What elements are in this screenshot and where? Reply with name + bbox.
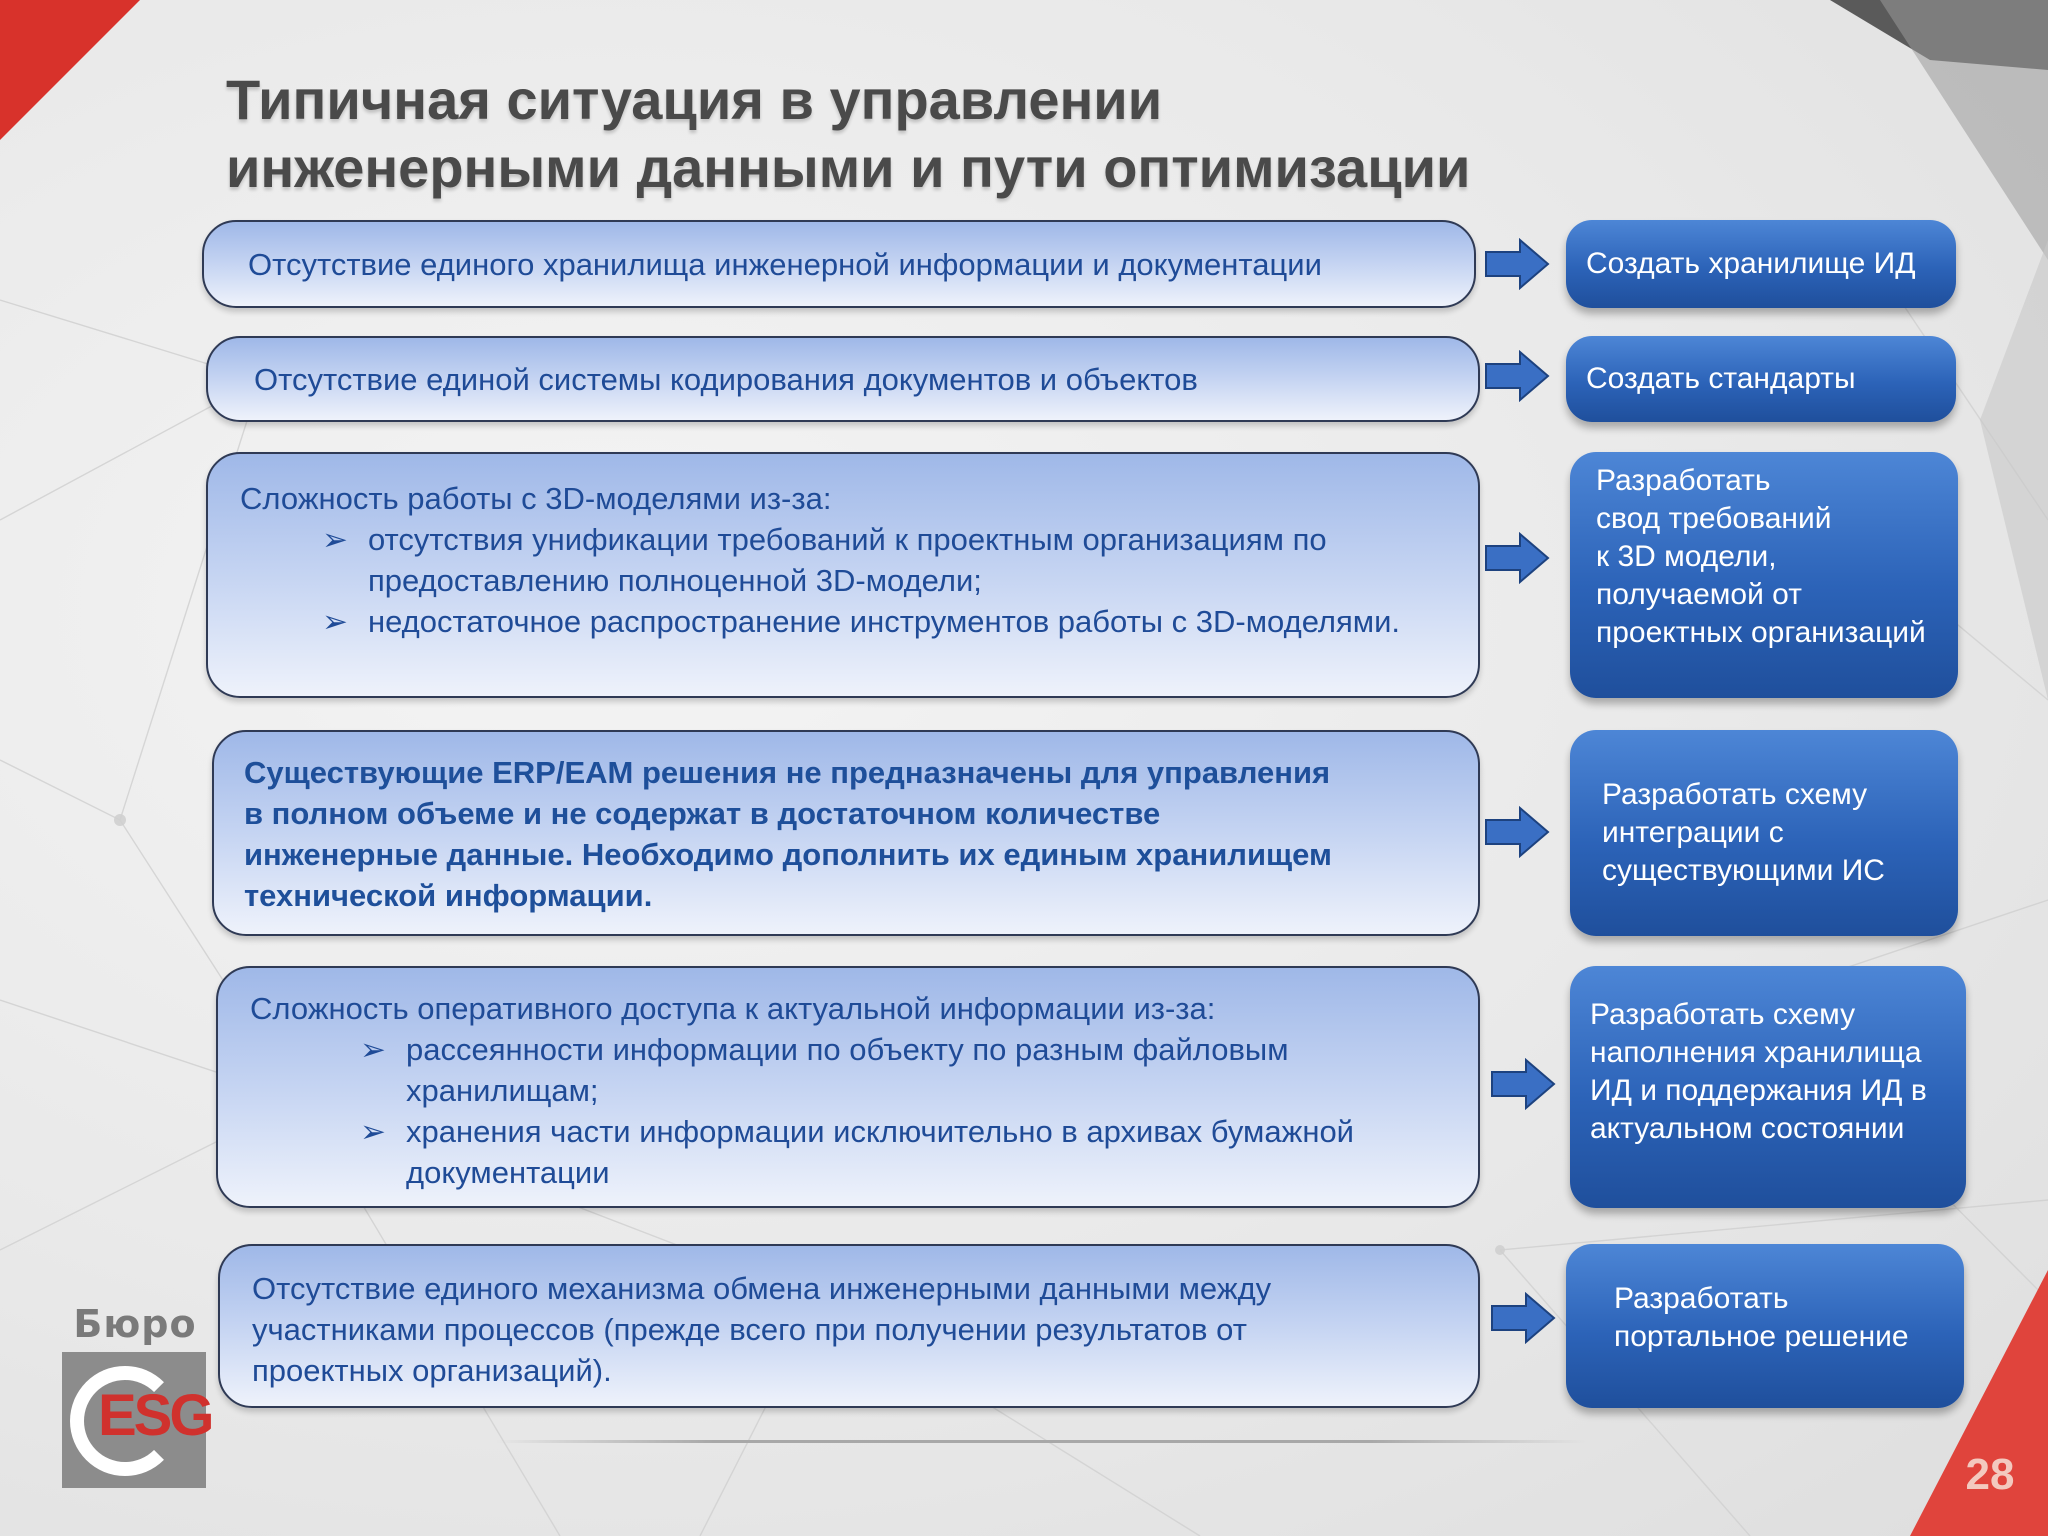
problem-line: Существующие ERP/EAM решения не предназначены для управления xyxy=(244,755,1331,790)
arrow-right-icon xyxy=(1490,1058,1556,1110)
problem-line: Отсутствие единого механизма обмена инженерными данными между xyxy=(252,1271,1272,1306)
problem-bullet: ➢ хранения части информации исключительно в архивах бумажной документации xyxy=(360,1111,1448,1193)
footer-divider xyxy=(496,1440,1586,1443)
solution-line: актуальном состоянии xyxy=(1590,1112,1905,1145)
logo-word: Бюро xyxy=(73,1302,197,1346)
solution-line: Создать стандарты xyxy=(1586,362,1856,395)
problem-bullet-list xyxy=(240,519,1448,642)
problem-bullet: ➢ недостаточное распространение инструментов работы с 3D-моделями. xyxy=(322,601,1448,642)
solution-line: интеграции с xyxy=(1602,816,1784,849)
solution-box-5 xyxy=(1570,966,1966,1208)
solution-line: портальное решение xyxy=(1614,1320,1909,1353)
solution-line: Создать хранилище ИД xyxy=(1586,247,1916,280)
problem-box-6 xyxy=(218,1244,1480,1408)
arrow-right-icon xyxy=(1490,1292,1556,1344)
logo-abbr: ESG xyxy=(98,1383,212,1448)
logo-emblem xyxy=(62,1352,212,1488)
title-line-2: инженерными данными и пути оптимизации xyxy=(226,136,1471,199)
problem-intro: Сложность работы с 3D-моделями из-за: xyxy=(240,481,832,516)
title-line-1: Типичная ситуация в управлении xyxy=(226,68,1163,131)
problem-line: проектных организаций). xyxy=(252,1353,612,1388)
problem-bullet: ➢ рассеянности информации по объекту по разным файловым хранилищам; xyxy=(360,1029,1448,1111)
bullet-arrow-icon: ➢ xyxy=(360,1114,386,1149)
company-logo xyxy=(60,1302,212,1488)
arrow-right-icon xyxy=(1484,806,1550,858)
solution-box-3 xyxy=(1570,452,1958,698)
arrow-right-icon xyxy=(1484,350,1550,402)
page-title xyxy=(226,66,1470,202)
solution-line: ИД и поддержания ИД в xyxy=(1590,1074,1927,1107)
problem-line: инженерные данные. Необходимо дополнить их единым хранилищем xyxy=(244,837,1332,872)
problem-box-5 xyxy=(216,966,1480,1208)
solution-line: существующими ИС xyxy=(1602,854,1885,887)
problem-line: технической информации. xyxy=(244,878,653,913)
problem-intro: Сложность оперативного доступа к актуальной информации из-за: xyxy=(250,991,1216,1026)
solution-box-2 xyxy=(1566,336,1956,422)
problem-bullet: ➢ отсутствия унификации требований к проектным организациям по предоставлению полноценной 3D-модели; xyxy=(322,519,1448,601)
problem-bullet-list xyxy=(250,1029,1448,1193)
solution-line: наполнения хранилища xyxy=(1590,1036,1922,1069)
solution-line: Разработать схему xyxy=(1590,998,1856,1031)
solution-box-4 xyxy=(1570,730,1958,936)
problem-box-2 xyxy=(206,336,1480,422)
solution-line: Разработать xyxy=(1596,464,1771,497)
problem-box-1 xyxy=(202,220,1476,308)
problem-text: Отсутствие единой системы кодирования документов и объектов xyxy=(254,361,1198,397)
arrow-right-icon xyxy=(1484,532,1550,584)
problem-text: Отсутствие единого хранилища инженерной информации и документации xyxy=(248,246,1322,282)
bullet-arrow-icon: ➢ xyxy=(322,604,348,639)
solution-line: свод требований xyxy=(1596,502,1832,535)
solution-box-6 xyxy=(1566,1244,1964,1408)
arrow-right-icon xyxy=(1484,238,1550,290)
solution-line: Разработать xyxy=(1614,1282,1789,1315)
bullet-arrow-icon: ➢ xyxy=(360,1032,386,1067)
problem-box-4 xyxy=(212,730,1480,936)
solution-line: получаемой от xyxy=(1596,578,1802,611)
problem-box-3 xyxy=(206,452,1480,698)
problem-line: в полном объеме и не содержат в достаточном количестве xyxy=(244,796,1161,831)
solution-line: к 3D модели, xyxy=(1596,540,1777,573)
page-number: 28 xyxy=(1965,1450,2015,1499)
problem-line: участниками процессов (прежде всего при получении результатов от xyxy=(252,1312,1247,1347)
solution-line: Разработать схему xyxy=(1602,778,1868,811)
solution-box-1 xyxy=(1566,220,1956,308)
solution-line: проектных организаций xyxy=(1596,616,1926,649)
bullet-arrow-icon: ➢ xyxy=(322,522,348,557)
